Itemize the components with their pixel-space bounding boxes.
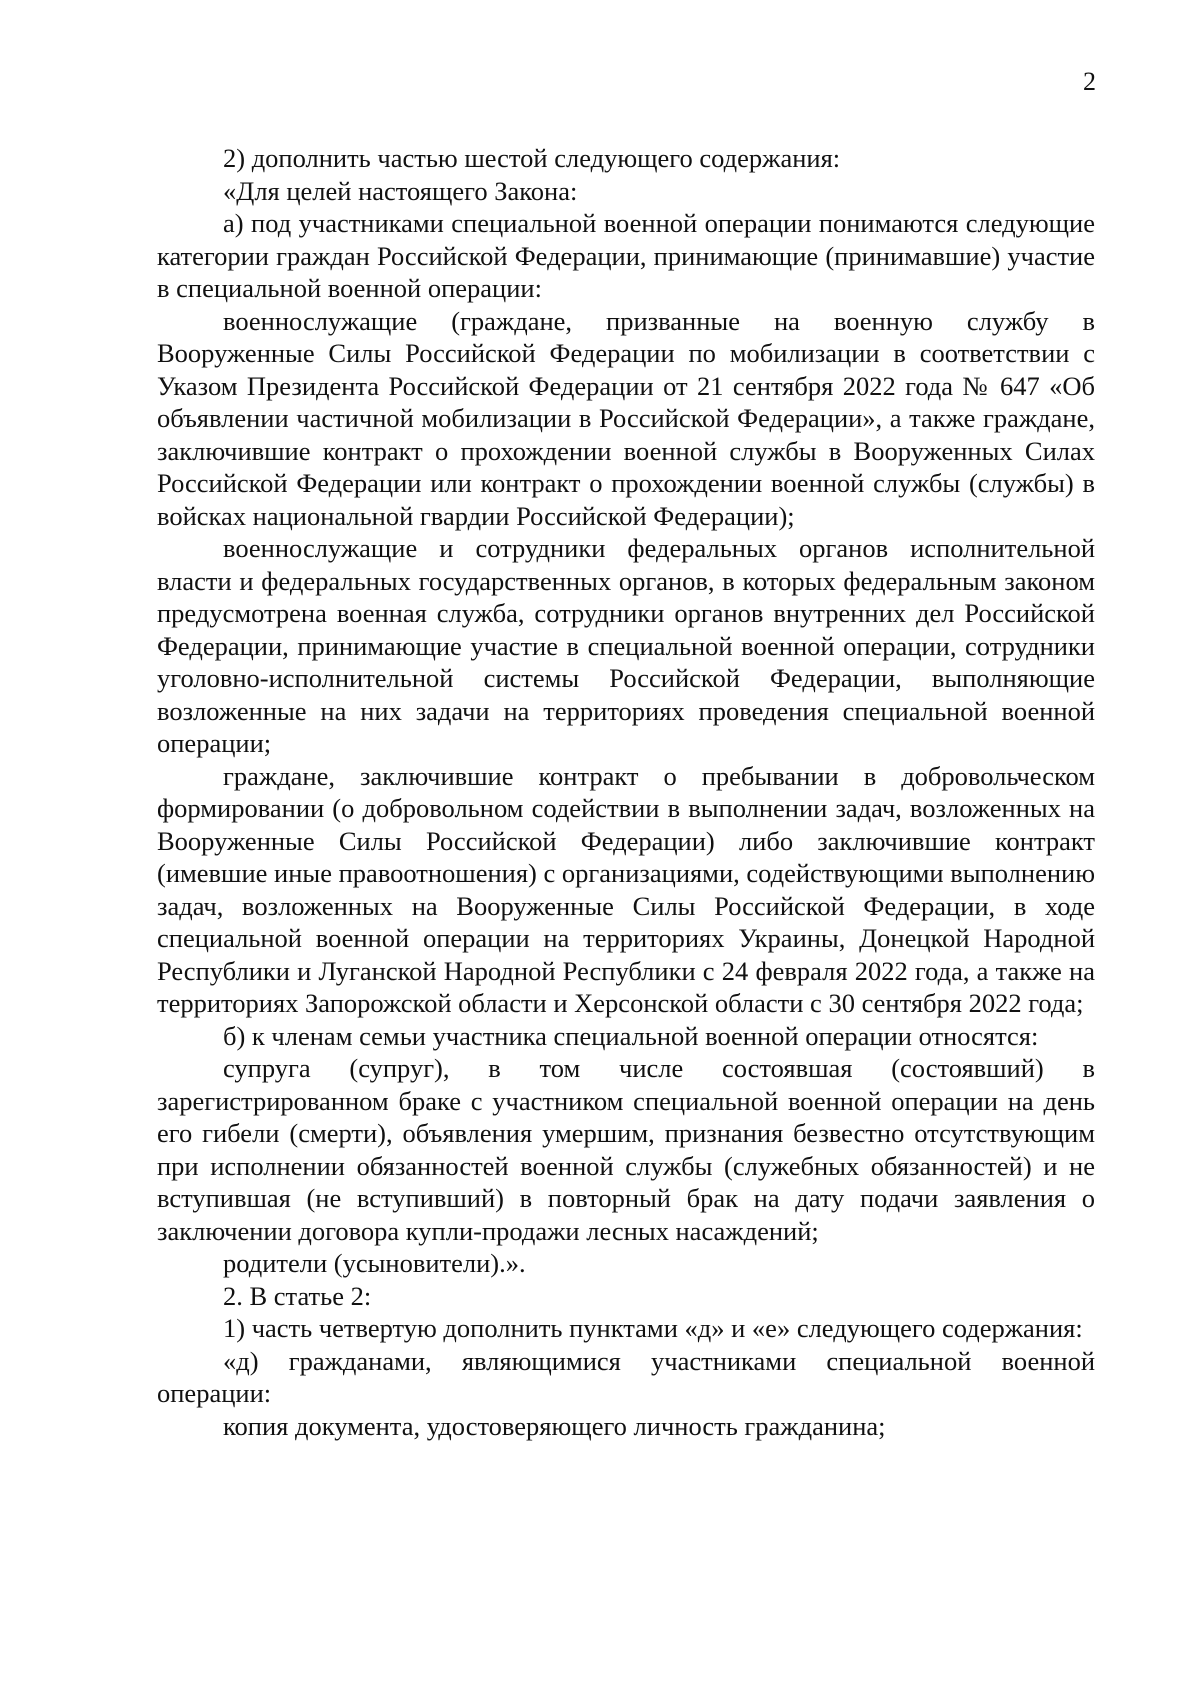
paragraph-servicemen-mobilized: военнослужащие (граждане, призванные на военную службу в Вооруженные Силы Российской Федерации по мобилизации в соответствии с Указом Президента Российской Федерации от 21 сентября 2022 года № 647 «Об объявлении частичной мобилизации в Российской Федерации», а также граждане, заключившие контракт о прохождении военной службы в Вооруженных Силах Российской Федерации или контракт о прохождении военной службы (службы) в войсках национальной гвардии Российской Федерации);	[157, 305, 1095, 531]
paragraph-parents: родители (усыновители).».	[223, 1248, 526, 1278]
paragraph-id-copy: копия документа, удостоверяющего личность гражданина;	[223, 1410, 886, 1441]
page-number: 2	[1083, 67, 1096, 96]
paragraph-subitem-d: «д) гражданами, являющимися участниками специальной военной операции:	[157, 1345, 1095, 1408]
paragraph-quote-start: «Для целей настоящего Закона:	[223, 175, 578, 206]
paragraph-spouse: супруга (супруг), в том числе состоявшая (состоявший) в зарегистрированном браке с участником специальной военной операции на день его гибели (смерти), объявления умершим, признания безвестно отсутствующим при исполнении обязанностей военной службы (служебных обязанностей) и не вступившая (не вступивший) в повторный брак на дату подачи заявления о заключении договора купли-продажи лесных насаждений;	[157, 1053, 1095, 1246]
paragraph-subitem-b: б) к членам семьи участника специальной военной операции относятся:	[223, 1020, 1039, 1051]
paragraph-subitem-a: а) под участниками специальной военной операции понимаются следующие категории граждан Российской Федерации, принимающие (принимавшие) участие в специальной военной операции:	[157, 208, 1095, 303]
paragraph-item-2-intro: 2) дополнить частью шестой следующего содержания:	[223, 143, 841, 173]
paragraph-servicemen-federal-bodies: военнослужащие и сотрудники федеральных органов исполнительной власти и федеральных государственных органов, в которых федеральным законом предусмотрена военная служба, сотрудники органов внутренних дел Российской Федерации, принимающие участие в специальной военной операции, сотрудники уголовно-исполнительной системы Российской Федерации, выполняющие возложенные на них задачи на территориях проведения специальной военной операции;	[157, 533, 1095, 758]
paragraph-article-2: 2. В статье 2:	[223, 1280, 372, 1311]
document-body	[157, 142, 1095, 1442]
paragraph-volunteer-contract: граждане, заключившие контракт о пребывании в добровольческом формировании (о добровольном содействии в выполнении задач, возложенных на Вооруженные Силы Российской Федерации) либо заключившие контракт (имевшие иные правоотношения) с организациями, содействующими выполнению задач, возложенных на Вооруженные Силы Российской Федерации, в ходе специальной военной операции на территориях Украины, Донецкой Народной Республики и Луганской Народной Республики с 24 февраля 2022 года, а также на территориях Запорожской области и Херсонской области с 30 сентября 2022 года;	[157, 760, 1095, 1018]
paragraph-part-four-amend: 1) часть четвертую дополнить пунктами «д» и «е» следующего содержания:	[223, 1313, 1083, 1343]
